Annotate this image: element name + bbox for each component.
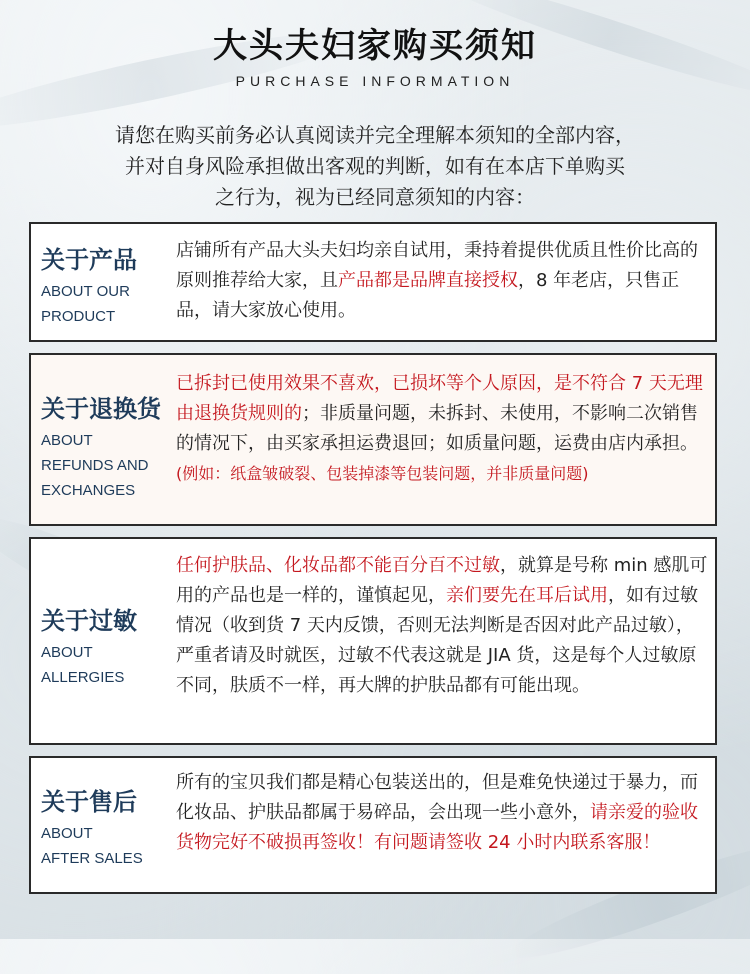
section-refunds bbox=[29, 353, 717, 526]
section-body bbox=[176, 236, 709, 326]
english-line: ABOUT bbox=[41, 825, 93, 842]
page-header bbox=[0, 18, 750, 89]
highlight-text: 任何护肤品、化妆品都不能百分百不过敏 bbox=[176, 555, 500, 576]
highlight-text: 已拆封已使用效果不喜欢，已损坏等个人原因，是不符合 7 天无理由退换货规则的 bbox=[176, 373, 703, 424]
english-line: EXCHANGES bbox=[41, 482, 136, 499]
page-subtitle: PURCHASE INFORMATION bbox=[235, 73, 515, 89]
body-text: ，就算是号称 min 感肌可用的产品也是一样的，谨慎起见， bbox=[176, 555, 708, 606]
section-body bbox=[176, 768, 709, 858]
page-title: 大头夫妇家购买须知 bbox=[213, 26, 537, 66]
section-after-sales bbox=[29, 756, 717, 894]
english-line: ABOUT bbox=[41, 644, 93, 661]
example-note: (例如：纸盒皱破裂、包装掉漆等包装问题，并非质量问题) bbox=[176, 464, 589, 483]
section-body bbox=[176, 369, 709, 489]
english-line: PRODUCT bbox=[41, 308, 116, 325]
english-line: ALLERGIES bbox=[41, 669, 125, 686]
english-line: AFTER SALES bbox=[41, 850, 143, 867]
section-label bbox=[41, 240, 137, 329]
body-text: ，如有过敏情况（收到货 7 天内反馈，否则无法判断是否因对此产品过敏），严重者请及时就医，过敏不代表这就是 JIA 货，这是每个人过敏原不同，肤质不一样，再大牌的护肤品都有可能出现。 bbox=[176, 585, 698, 696]
intro-line: 之行为，视为已经同意须知的内容： bbox=[215, 185, 535, 209]
intro-paragraph bbox=[60, 120, 690, 213]
highlight-text: 产品都是品牌直接授权 bbox=[338, 270, 518, 291]
section-title: 关于产品 bbox=[41, 246, 137, 274]
section-english-title bbox=[41, 428, 161, 503]
section-label bbox=[41, 389, 161, 503]
section-body bbox=[176, 551, 709, 701]
section-title: 关于退换货 bbox=[41, 395, 161, 423]
section-label bbox=[41, 782, 143, 871]
english-line: ABOUT bbox=[41, 432, 93, 449]
intro-line: 并对自身风险承担做出客观的判断，如有在本店下单购买 bbox=[125, 154, 625, 178]
intro-line: 请您在购买前务必认真阅读并完全理解本须知的全部内容， bbox=[115, 123, 635, 147]
english-line: REFUNDS AND bbox=[41, 457, 149, 474]
section-label bbox=[41, 601, 137, 690]
body-text: 所有的宝贝我们都是精心包装送出的，但是难免快递过于暴力，而化妆品、护肤品都属于易碎品，会出现一些小意外， bbox=[176, 772, 698, 823]
section-english-title bbox=[41, 279, 137, 329]
english-line: ABOUT OUR bbox=[41, 283, 130, 300]
section-english-title bbox=[41, 640, 137, 690]
highlight-text: 请亲爱的验收货物完好不破损再签收！有问题请签收 24 小时内联系客服！ bbox=[176, 802, 698, 853]
body-text: ；非质量问题，未拆封、未使用，不影响二次销售的情况下，由买家承担运费退回；如质量问题，运费由店内承担。 bbox=[176, 403, 698, 454]
section-product bbox=[29, 222, 717, 342]
section-title: 关于售后 bbox=[41, 788, 137, 816]
section-english-title bbox=[41, 821, 143, 871]
body-text: 店铺所有产品大头夫妇均亲自试用，秉持着提供优质且性价比高的原则推荐给大家，且 bbox=[176, 240, 698, 291]
body-text: ，8 年老店，只售正品，请大家放心使用。 bbox=[176, 270, 680, 321]
section-allergies bbox=[29, 537, 717, 745]
highlight-text: 亲们要先在耳后试用 bbox=[446, 585, 608, 606]
section-title: 关于过敏 bbox=[41, 607, 137, 635]
